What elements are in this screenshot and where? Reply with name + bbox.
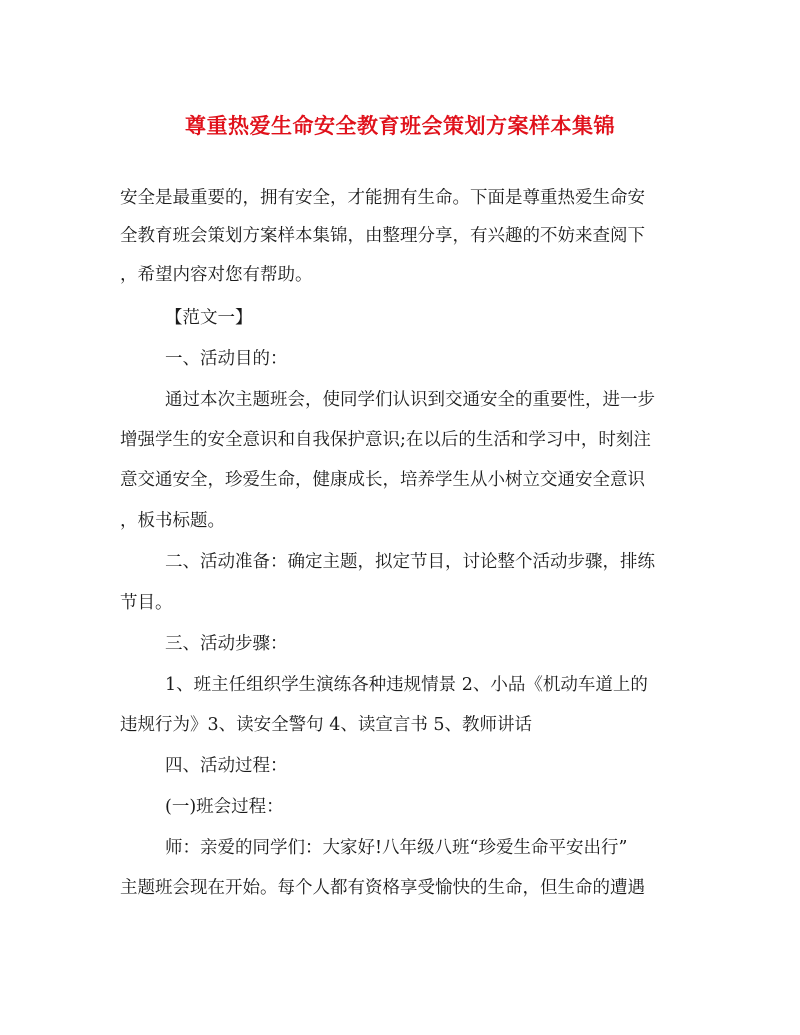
- paragraph-line: 增强学生的安全意识和自我保护意识;在以后的生活和学习中，时刻注: [120, 430, 651, 450]
- section-heading: 【范文一】: [165, 308, 253, 328]
- paragraph-line: ，板书标题。: [120, 511, 225, 531]
- section-heading: 三、活动步骤：: [165, 634, 288, 654]
- paragraph-line: 全教育班会策划方案样本集锦，由整理分享，有兴趣的不妨来查阅下: [120, 226, 645, 246]
- paragraph-line: 主题班会现在开始。每个人都有资格享受愉快的生命，但生命的遭遇: [120, 878, 645, 898]
- section-heading: (一)班会过程：: [165, 797, 284, 817]
- paragraph-line: 违规行为》3、读安全警句 4、读宣言书 5、教师讲话: [120, 715, 533, 735]
- document-title: 尊重热爱生命安全教育班会策划方案样本集锦: [185, 113, 615, 138]
- paragraph-line: 安全是最重要的，拥有安全，才能拥有生命。下面是尊重热爱生命安: [120, 188, 645, 208]
- section-heading: 四、活动过程：: [165, 756, 288, 776]
- paragraph-line: 通过本次主题班会，使同学们认识到交通安全的重要性，进一步: [165, 390, 655, 410]
- paragraph-line: ，希望内容对您有帮助。: [120, 265, 313, 285]
- section-heading: 一、活动目的：: [165, 349, 288, 369]
- paragraph-line: 二、活动准备：确定主题，拟定节目，讨论整个活动步骤，排练: [165, 552, 655, 572]
- paragraph-line: 节目。: [120, 593, 173, 613]
- paragraph-line: 师：亲爱的同学们：大家好!八年级八班“珍爱生命平安出行”: [165, 838, 628, 858]
- paragraph-line: 1、班主任组织学生演练各种违规情景 2、小品《机动车道上的: [165, 675, 648, 695]
- paragraph-line: 意交通安全，珍爱生命，健康成长，培养学生从小树立交通安全意识: [120, 470, 645, 490]
